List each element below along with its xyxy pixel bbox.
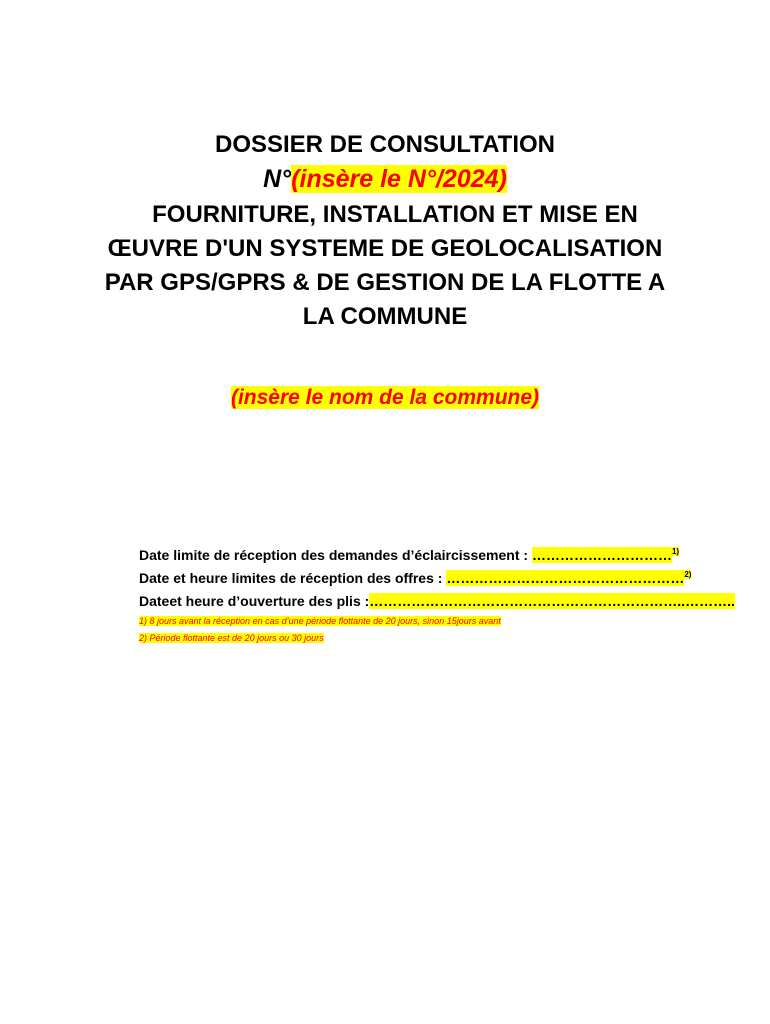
footnote-1-text: 1) 8 jours avant la réception en cas d’une période flottante de 20 jours, sinon 15jours avant [139, 616, 501, 626]
offers-note-ref: 2) [684, 570, 692, 579]
dates-block [139, 544, 735, 613]
footnote-2-text: 2) Période flottante est de 20 jours ou 30 jours [139, 633, 324, 643]
offers-label: Date et heure limites de réception des offres : [139, 570, 447, 586]
opening-date-row [139, 590, 735, 613]
commune-line [0, 382, 770, 414]
opening-label: Dateet heure d’ouverture des plis : [139, 593, 370, 609]
clarification-dots: ………………………… [531, 547, 672, 563]
clarification-label: Date limite de réception des demandes d’éclaircissement : [139, 547, 532, 563]
consultation-number [0, 162, 770, 196]
footnote-1 [139, 613, 699, 630]
commune-placeholder: (insère le nom de la commune) [230, 386, 540, 409]
subject-line-3: PAR GPS/GPRS & DE GESTION DE LA FLOTTE A [104, 269, 666, 296]
subject-line-2: ŒUVRE D'UN SYSTEME DE GEOLOCALISATION [107, 235, 663, 262]
subject-line-1: FOURNITURE, INSTALLATION ET MISE EN [152, 201, 638, 228]
clarification-deadline-row [139, 544, 699, 567]
number-prefix: N° [263, 165, 292, 193]
offers-dots: …………………………………………… [446, 570, 685, 586]
offers-deadline-row [139, 567, 699, 590]
opening-dots: …………………………………………………………..……….. [369, 593, 735, 609]
number-placeholder: (insère le N°/2024) [291, 165, 507, 193]
footnote-2 [139, 630, 699, 647]
subject-line-4: LA COMMUNE [302, 303, 468, 330]
clarification-note-ref: 1) [671, 547, 680, 556]
title-block [0, 128, 770, 334]
document-title: DOSSIER DE CONSULTATION [214, 131, 555, 158]
footnotes [139, 613, 699, 647]
